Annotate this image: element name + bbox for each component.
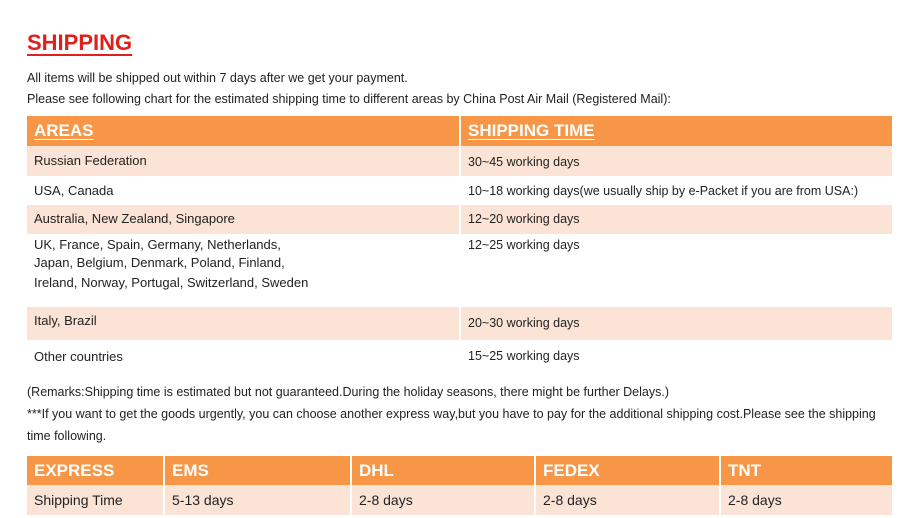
time-cell: 20~30 working days [460,307,892,340]
table-row [27,146,892,176]
time-cell: 10~18 working days(we usually ship by e-Packet if you are from USA:) [460,176,892,205]
shipping-time-table [27,116,892,372]
express-table [27,456,892,515]
tnt-time-cell: 2-8 days [720,485,892,515]
table-row [27,485,892,515]
table-row [27,176,892,205]
time-cell: 12~20 working days [460,205,892,234]
table-row [27,340,892,372]
intro-text-2: Please see following chart for the estimated shipping time to different areas by China Post Air Mail (Registered Mail): [27,92,671,106]
remarks-text: (Remarks:Shipping time is estimated but not guaranteed.During the holiday seasons, there might be further Delays.) [27,385,669,399]
area-line: Japan, Belgium, Denmark, Poland, Finland, [34,255,285,270]
header-express: EXPRESS [27,456,164,485]
header-fedex: FEDEX [535,456,720,485]
dhl-time-cell: 2-8 days [351,485,535,515]
row-label-cell: Shipping Time [27,485,164,515]
fedex-time-cell: 2-8 days [535,485,720,515]
header-areas: AREAS [27,116,460,146]
area-cell: Italy, Brazil [27,307,460,340]
area-cell: USA, Canada [27,176,460,205]
page-title: SHIPPING [27,30,133,55]
time-cell: 15~25 working days [460,340,892,372]
header-shipping-time: SHIPPING TIME [460,116,892,146]
area-cell: Australia, New Zealand, Singapore [27,205,460,234]
time-cell: 30~45 working days [460,146,892,176]
ems-time-cell: 5-13 days [164,485,351,515]
area-cell: Russian Federation [27,146,460,176]
header-ems: EMS [164,456,351,485]
area-cell [27,234,460,307]
table-row [27,307,892,340]
area-line: UK, France, Spain, Germany, Netherlands, [34,237,281,252]
table-row [27,205,892,234]
header-tnt: TNT [720,456,892,485]
table-row [27,234,892,307]
time-cell: 12~25 working days [460,234,892,307]
express-note-text: ***If you want to get the goods urgently, you can choose another express way,but you have to pay for the additional shipping cost.Please see the shipping time following. [27,407,876,443]
header-dhl: DHL [351,456,535,485]
area-cell: Other countries [27,340,460,372]
intro-text-1: All items will be shipped out within 7 days after we get your payment. [27,71,408,85]
area-line: Ireland, Norway, Portugal, Switzerland, Sweden [34,275,309,290]
